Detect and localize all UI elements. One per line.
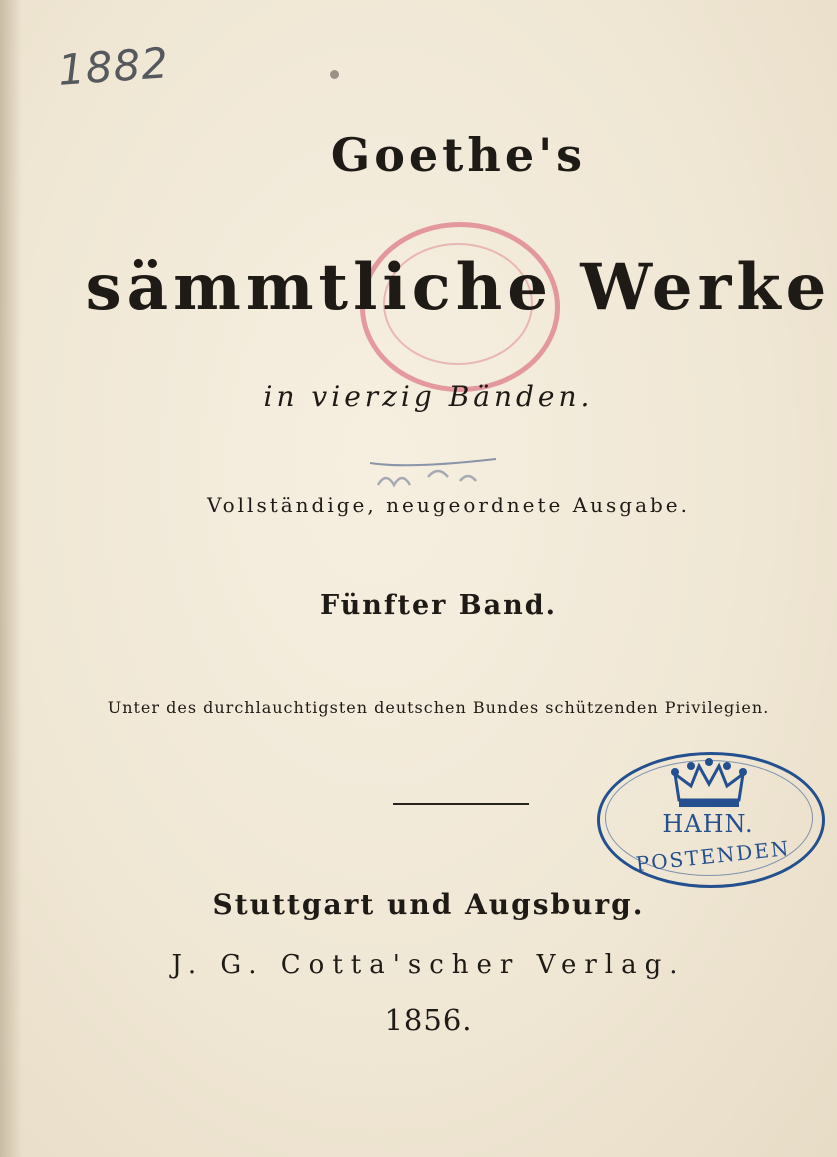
title-works: sämmtliche Werke: [85, 250, 832, 325]
privilege-notice: Unter des durchlauchtigsten deutschen Bundes schützenden Privilegien.: [107, 698, 770, 717]
pencil-note: 1882: [56, 38, 171, 95]
stamp-owner-place: POSTENDEN: [634, 835, 792, 877]
stamp-owner-name: HAHN.: [662, 810, 754, 838]
subtitle-volumes: in vierzig Bänden.: [263, 380, 594, 413]
publication-city: Stuttgart und Augsburg.: [212, 888, 645, 921]
crown-icon: [669, 756, 749, 812]
publisher-name: J. G. Cotta'scher Verlag.: [171, 950, 686, 980]
publication-year: 1856.: [384, 1003, 473, 1037]
ink-spot: [330, 70, 339, 79]
subtitle-edition: Vollständige, neugeordnete Ausgabe.: [207, 493, 690, 517]
volume-number: Fünfter Band.: [319, 590, 558, 621]
divider-rule: [393, 803, 529, 805]
title-author: Goethe's: [330, 128, 587, 182]
ownership-stamp-blue: [597, 752, 825, 888]
